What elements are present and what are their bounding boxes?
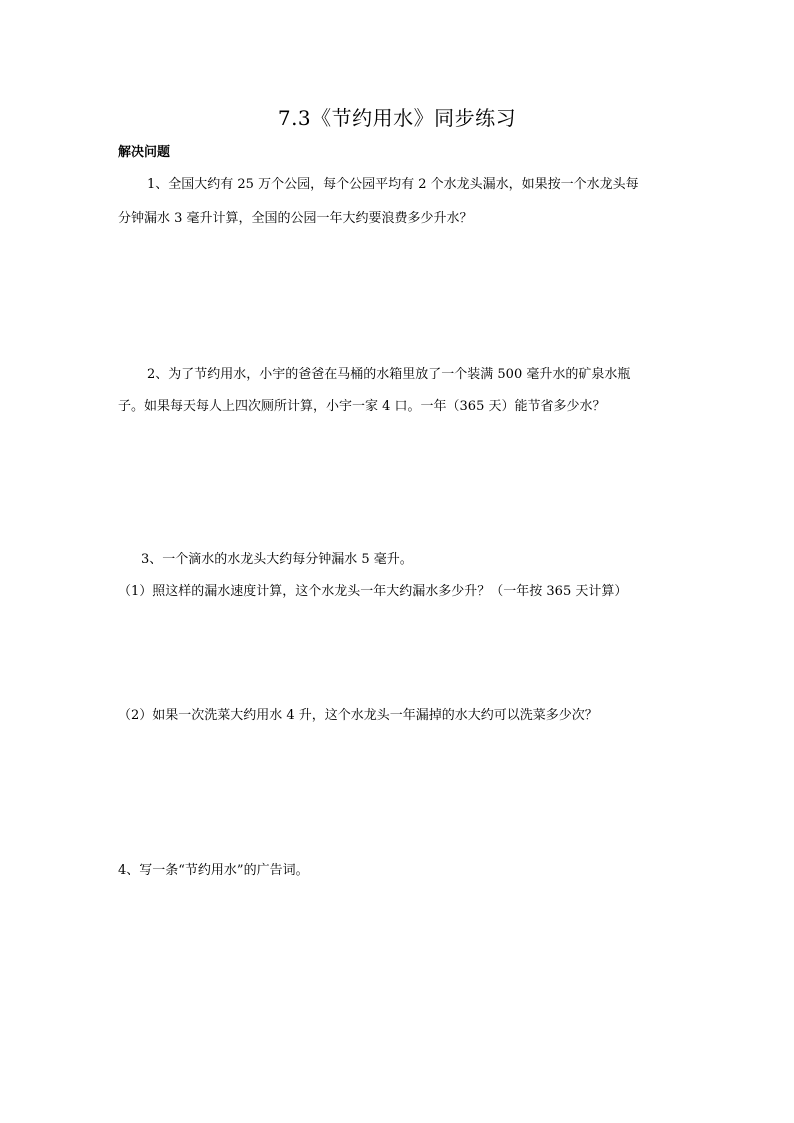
- question-2-line-1: 2、为了节约用水，小宇的爸爸在马桶的水箱里放了一个装满 500 毫升水的矿泉水瓶: [147, 367, 631, 382]
- question-1-line-2: 分钟漏水 3 毫升计算，全国的公园一年大约要浪费多少升水？: [118, 211, 473, 226]
- question-3-intro: 3、一个滴水的水龙头大约每分钟漏水 5 毫升。: [141, 552, 413, 567]
- page-title: 7.3《节约用水》同步练习: [277, 106, 517, 130]
- question-2-line-2: 子。如果每天每人上四次厕所计算，小宇一家 4 口。一年（365 天）能节省多少水？: [118, 399, 606, 414]
- question-3-part-1: （1）照这样的漏水速度计算，这个水龙头一年大约漏水多少升？（一年按 365 天计算）: [118, 584, 628, 599]
- question-3-part-2: （2）如果一次洗菜大约用水 4 升，这个水龙头一年漏掉的水大约可以洗菜多少次？: [118, 708, 598, 723]
- section-heading: 解决问题: [118, 145, 171, 160]
- question-1-line-1: 1、全国大约有 25 万个公园，每个公园平均有 2 个水龙头漏水，如果按一个水龙头每: [147, 177, 639, 192]
- question-4-line-1: 4、写一条“节约用水”的广告词。: [118, 863, 309, 878]
